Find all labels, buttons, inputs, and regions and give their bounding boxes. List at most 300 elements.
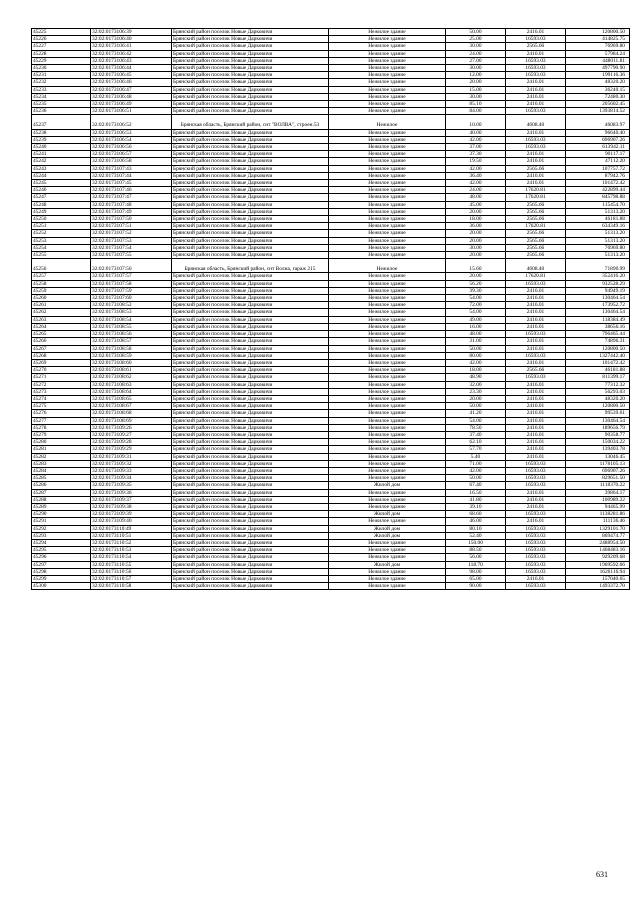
row-number-cell: 45252	[32, 230, 91, 237]
area-cell: 50.00	[446, 345, 506, 352]
table-row	[32, 29, 630, 36]
value-cell: 120800.50	[566, 345, 630, 352]
value-cell: 613942.11	[566, 144, 630, 151]
object-type-cell: Нежилое здание	[329, 287, 446, 294]
rate-cell: 2416.01	[506, 453, 566, 460]
cadastral-number-cell: 32:02:0173109:29	[91, 446, 172, 453]
cadastral-number-cell: 32:02:0173108:55	[91, 323, 172, 330]
object-type-cell: Нежилое здание	[329, 439, 446, 446]
rate-cell: 2416.01	[506, 576, 566, 583]
address-cell: Брянский район поселок Новые Дарковичи	[172, 345, 329, 352]
table-row	[32, 244, 630, 251]
object-type-cell: Жилой дом	[329, 561, 446, 568]
rate-cell: 16593.03	[506, 568, 566, 575]
cadastral-number-cell: 32:02:0173107:59	[91, 287, 172, 294]
value-cell: 1138281.86	[566, 511, 630, 518]
value-cell: 51313.20	[566, 208, 630, 215]
cadastral-number-cell: 32:02:0173106:41	[91, 43, 172, 50]
table-row	[32, 36, 630, 43]
value-cell: 72480.30	[566, 93, 630, 100]
value-cell: 2488954.50	[566, 539, 630, 546]
table-row	[32, 410, 630, 417]
value-cell: 120800.50	[566, 403, 630, 410]
cadastral-number-cell: 32:02:0173106:49	[91, 101, 172, 108]
value-cell: 77312.32	[566, 381, 630, 388]
table-row	[32, 388, 630, 395]
object-type-cell: Нежилое здание	[329, 460, 446, 467]
row-number-cell: 45287	[32, 489, 91, 496]
value-cell: 94465.99	[566, 503, 630, 510]
cadastral-number-cell: 32:02:0173109:39	[91, 511, 172, 518]
cadastral-number-cell: 32:02:0173107:58	[91, 280, 172, 287]
address-cell: Брянский район поселок Новые Дарковичи	[172, 65, 329, 72]
object-type-cell: Нежилое здание	[329, 568, 446, 575]
area-cell: 27.00	[446, 57, 506, 64]
row-number-cell: 45238	[32, 129, 91, 136]
value-cell: 1393814.52	[566, 108, 630, 115]
object-type-cell: Нежилое здание	[329, 381, 446, 388]
object-type-cell: Нежилое здание	[329, 309, 446, 316]
area-cell: 37.40	[446, 431, 506, 438]
cadastral-number-cell: 32:02:0173106:57	[91, 151, 172, 158]
object-type-cell: Нежилое здание	[329, 208, 446, 215]
object-type-cell: Нежилое здание	[329, 101, 446, 108]
rate-cell: 2416.01	[506, 338, 566, 345]
table-row	[32, 280, 630, 287]
value-cell: 157040.65	[566, 576, 630, 583]
row-number-cell: 45284	[32, 467, 91, 474]
cadastral-number-cell: 32:02:0173107:55	[91, 252, 172, 259]
row-number-cell: 45230	[32, 65, 91, 72]
rate-cell: 2565.66	[506, 165, 566, 172]
cadastral-number-cell: 32:02:0173110:52	[91, 539, 172, 546]
address-cell: Брянский район поселок Новые Дарковичи	[172, 223, 329, 230]
table-row	[32, 65, 630, 72]
cadastral-number-cell: 32:02:0173109:28	[91, 439, 172, 446]
address-cell: Брянский район поселок Новые Дарковичи	[172, 194, 329, 201]
address-cell: Брянский район поселок Новые Дарковичи	[172, 568, 329, 575]
table-row	[32, 453, 630, 460]
value-cell: 90358.77	[566, 431, 630, 438]
area-cell: 57.70	[446, 446, 506, 453]
object-type-cell: Нежилое здание	[329, 475, 446, 482]
row-number-cell: 45248	[32, 201, 91, 208]
area-cell: 68.60	[446, 511, 506, 518]
area-cell: 54.00	[446, 295, 506, 302]
row-number-cell: 45253	[32, 237, 91, 244]
row-number-cell: 45277	[32, 417, 91, 424]
area-cell: 37.00	[446, 144, 506, 151]
address-cell: Брянский район поселок Новые Дарковичи	[172, 187, 329, 194]
address-cell: Брянский район поселок Новые Дарковичи	[172, 338, 329, 345]
table-row	[32, 129, 630, 136]
object-type-cell: Нежилое здание	[329, 201, 446, 208]
object-type-cell: Нежилое здание	[329, 144, 446, 151]
rate-cell: 2416.01	[506, 403, 566, 410]
address-cell: Брянский район поселок Новые Дарковичи	[172, 511, 329, 518]
object-type-cell: Нежилое здание	[329, 395, 446, 402]
area-cell: 19.50	[446, 158, 506, 165]
rate-cell: 2416.01	[506, 129, 566, 136]
address-cell: Брянский район поселок Новые Дарковичи	[172, 439, 329, 446]
area-cell: 42.00	[446, 180, 506, 187]
address-cell: Брянский район поселок Новые Дарковичи	[172, 29, 329, 36]
value-cell: 87942.76	[566, 172, 630, 179]
value-cell: 115454.70	[566, 201, 630, 208]
object-type-cell: Нежилое здание	[329, 417, 446, 424]
cadastral-number-cell: 32:02:0173110:53	[91, 547, 172, 554]
area-cell: 42.00	[446, 359, 506, 366]
table-row	[32, 180, 630, 187]
table-row	[32, 144, 630, 151]
cadastral-number-cell: 32:02:0173107:47	[91, 194, 172, 201]
area-cell: 78.50	[446, 424, 506, 431]
area-cell: 45.00	[446, 201, 506, 208]
area-cell: 67.40	[446, 482, 506, 489]
value-cell: 811399.17	[566, 374, 630, 381]
address-cell: Брянский район поселок Новые Дарковичи	[172, 237, 329, 244]
rate-cell: 16593.03	[506, 331, 566, 338]
rate-cell: 16593.03	[506, 475, 566, 482]
address-cell: Брянский район поселок Новые Дарковичи	[172, 395, 329, 402]
value-cell: 101472.42	[566, 359, 630, 366]
cadastral-number-cell: 32:02:0173108:61	[91, 367, 172, 374]
cadastral-number-cell: 32:02:0173110:57	[91, 576, 172, 583]
area-cell: 20.00	[446, 273, 506, 280]
table-row	[32, 273, 630, 280]
table-row	[32, 345, 630, 352]
area-cell: 52.40	[446, 532, 506, 539]
value-cell: 48320.20	[566, 79, 630, 86]
value-cell: 13046.45	[566, 453, 630, 460]
rate-cell: 2416.01	[506, 518, 566, 525]
object-type-cell: Нежилое здание	[329, 345, 446, 352]
value-cell: 46181.88	[566, 216, 630, 223]
cadastral-number-cell: 32:02:0173109:26	[91, 424, 172, 431]
value-cell: 199116.36	[566, 72, 630, 79]
address-cell: Брянский район поселок Новые Дарковичи	[172, 424, 329, 431]
object-type-cell: Нежилое здание	[329, 583, 446, 590]
rate-cell: 2565.66	[506, 244, 566, 251]
rate-cell: 4608.40	[506, 259, 566, 273]
rate-cell: 2416.01	[506, 503, 566, 510]
row-number-cell: 45242	[32, 158, 91, 165]
object-type-cell: Нежилое здание	[329, 216, 446, 223]
area-cell: 50.00	[446, 475, 506, 482]
rate-cell: 2565.66	[506, 252, 566, 259]
row-number-cell: 45234	[32, 93, 91, 100]
rate-cell: 2416.01	[506, 323, 566, 330]
cadastral-number-cell: 32:02:0173108:65	[91, 395, 172, 402]
rate-cell: 16593.03	[506, 482, 566, 489]
value-cell: 130464.54	[566, 309, 630, 316]
area-cell: 150.00	[446, 539, 506, 546]
row-number-cell: 45244	[32, 172, 91, 179]
rate-cell: 2416.01	[506, 151, 566, 158]
value-cell: 57984.24	[566, 50, 630, 57]
table-row	[32, 554, 630, 561]
row-number-cell: 45260	[32, 295, 91, 302]
area-cell: 39.10	[446, 503, 506, 510]
address-cell: Брянский район поселок Новые Дарковичи	[172, 460, 329, 467]
cadastral-number-cell: 32:02:0173109:32	[91, 460, 172, 467]
area-cell: 18.00	[446, 216, 506, 223]
row-number-cell: 45235	[32, 101, 91, 108]
value-cell: 118384.49	[566, 316, 630, 323]
table-row	[32, 108, 630, 115]
object-type-cell: Нежилое здание	[329, 496, 446, 503]
address-cell: Брянский район поселок Новые Дарковичи	[172, 108, 329, 115]
area-cell: 71.00	[446, 460, 506, 467]
address-cell: Брянский район поселок Новые Дарковичи	[172, 129, 329, 136]
rate-cell: 16593.03	[506, 57, 566, 64]
rate-cell: 2416.01	[506, 446, 566, 453]
registry-table-body	[32, 29, 630, 590]
table-row	[32, 72, 630, 79]
value-cell: 51313.20	[566, 252, 630, 259]
table-row	[32, 532, 630, 539]
row-number-cell: 45297	[32, 561, 91, 568]
area-cell: 98.00	[446, 568, 506, 575]
row-number-cell: 45225	[32, 29, 91, 36]
rate-cell: 2416.01	[506, 172, 566, 179]
value-cell: 46181.88	[566, 367, 630, 374]
table-row	[32, 194, 630, 201]
object-type-cell: Нежилое здание	[329, 187, 446, 194]
cadastral-number-cell: 32:02:0173107:46	[91, 187, 172, 194]
row-number-cell: 45288	[32, 496, 91, 503]
row-number-cell: 45275	[32, 403, 91, 410]
object-type-cell: Нежилое здание	[329, 50, 446, 57]
cadastral-number-cell: 32:02:0173108:69	[91, 417, 172, 424]
object-type-cell: Нежилое здание	[329, 453, 446, 460]
address-cell: Брянский район поселок Новые Дарковичи	[172, 388, 329, 395]
address-cell: Брянский район поселок Новые Дарковичи	[172, 316, 329, 323]
row-number-cell: 45291	[32, 518, 91, 525]
table-row	[32, 518, 630, 525]
object-type-cell: Нежилое	[329, 115, 446, 129]
row-number-cell: 45268	[32, 352, 91, 359]
value-cell: 696907.26	[566, 136, 630, 143]
table-row	[32, 374, 630, 381]
rate-cell: 16593.03	[506, 539, 566, 546]
cadastral-number-cell: 32:02:0173106:42	[91, 50, 172, 57]
area-cell: 20.00	[446, 208, 506, 215]
object-type-cell: Нежилое здание	[329, 410, 446, 417]
value-cell: 71890.99	[566, 259, 630, 273]
cadastral-number-cell: 32:02:0173109:33	[91, 467, 172, 474]
table-row	[32, 57, 630, 64]
address-cell: Брянский район поселок Новые Дарковичи	[172, 302, 329, 309]
area-cell: 36.00	[446, 223, 506, 230]
value-cell: 51313.20	[566, 237, 630, 244]
object-type-cell: Нежилое здание	[329, 237, 446, 244]
address-cell: Брянский район поселок Новые Дарковичи	[172, 295, 329, 302]
address-cell: Брянский район поселок Новые Дарковичи	[172, 57, 329, 64]
area-cell: 84.00	[446, 108, 506, 115]
address-cell: Брянский район поселок Новые Дарковичи	[172, 547, 329, 554]
address-cell: Брянский район поселок Новые Дарковичи	[172, 172, 329, 179]
address-cell: Брянский район поселок Новые Дарковичи	[172, 467, 329, 474]
table-row	[32, 101, 630, 108]
rate-cell: 2416.01	[506, 439, 566, 446]
cadastral-number-cell: 32:02:0173109:36	[91, 489, 172, 496]
area-cell: 39.30	[446, 287, 506, 294]
rate-cell: 16593.03	[506, 547, 566, 554]
value-cell: 1468483.16	[566, 547, 630, 554]
row-number-cell: 45281	[32, 446, 91, 453]
area-cell: 46.00	[446, 518, 506, 525]
area-cell: 56.00	[446, 554, 506, 561]
row-number-cell: 45226	[32, 36, 91, 43]
cadastral-number-cell: 32:02:0173108:63	[91, 381, 172, 388]
row-number-cell: 45290	[32, 511, 91, 518]
address-cell: Брянский район поселок Новые Дарковичи	[172, 489, 329, 496]
object-type-cell: Нежилое здание	[329, 323, 446, 330]
table-row	[32, 525, 630, 532]
rate-cell: 16593.03	[506, 144, 566, 151]
object-type-cell: Нежилое здание	[329, 431, 446, 438]
address-cell: Брянский район поселок Новые Дарковичи	[172, 503, 329, 510]
address-cell: Брянский район поселок Новые Дарковичи	[172, 72, 329, 79]
row-number-cell: 45264	[32, 323, 91, 330]
rate-cell: 16593.03	[506, 583, 566, 590]
rate-cell: 2416.01	[506, 410, 566, 417]
rate-cell: 2416.01	[506, 381, 566, 388]
value-cell: 796465.44	[566, 331, 630, 338]
address-cell: Брянский район поселок Новые Дарковичи	[172, 475, 329, 482]
address-cell: Брянский район поселок Новые Дарковичи	[172, 79, 329, 86]
row-number-cell: 45249	[32, 208, 91, 215]
table-row	[32, 151, 630, 158]
area-cell: 5.40	[446, 453, 506, 460]
rate-cell: 16593.03	[506, 352, 566, 359]
area-cell: 24.00	[446, 187, 506, 194]
value-cell: 150034.22	[566, 439, 630, 446]
address-cell: Брянский район поселок Новые Дарковичи	[172, 101, 329, 108]
address-cell: Брянский район поселок Новые Дарковичи	[172, 86, 329, 93]
area-cell: 24.00	[446, 50, 506, 57]
area-cell: 42.00	[446, 136, 506, 143]
object-type-cell: Нежилое здание	[329, 489, 446, 496]
table-row	[32, 287, 630, 294]
table-row	[32, 223, 630, 230]
table-row	[32, 467, 630, 474]
table-row	[32, 43, 630, 50]
area-cell: 85.10	[446, 101, 506, 108]
rate-cell: 16593.03	[506, 280, 566, 287]
value-cell: 47112.20	[566, 158, 630, 165]
table-row	[32, 381, 630, 388]
object-type-cell: Нежилое	[329, 259, 446, 273]
table-row	[32, 460, 630, 467]
value-cell: 74896.31	[566, 338, 630, 345]
rate-cell: 2565.66	[506, 43, 566, 50]
rate-cell: 2416.01	[506, 180, 566, 187]
object-type-cell: Нежилое здание	[329, 576, 446, 583]
cadastral-number-cell: 32:02:0173107:56	[91, 259, 172, 273]
rate-cell: 2416.01	[506, 50, 566, 57]
table-row	[32, 583, 630, 590]
cadastral-number-cell: 32:02:0173110:54	[91, 554, 172, 561]
object-type-cell: Нежилое здание	[329, 86, 446, 93]
row-number-cell: 45265	[32, 331, 91, 338]
table-row	[32, 259, 630, 273]
rate-cell: 16593.03	[506, 561, 566, 568]
cadastral-number-cell: 32:02:0173108:52	[91, 302, 172, 309]
value-cell: 1626116.94	[566, 568, 630, 575]
area-cell: 20.00	[446, 237, 506, 244]
area-cell: 62.10	[446, 439, 506, 446]
cadastral-number-cell: 32:02:0173107:45	[91, 180, 172, 187]
address-cell: Брянский район поселок Новые Дарковичи	[172, 496, 329, 503]
row-number-cell: 45227	[32, 43, 91, 50]
rate-cell: 16593.03	[506, 136, 566, 143]
value-cell: 189656.79	[566, 424, 630, 431]
address-cell: Брянский район поселок Новые Дарковичи	[172, 230, 329, 237]
address-cell: Брянский район поселок Новые Дарковичи	[172, 144, 329, 151]
cadastral-number-cell: 32:02:0173106:52	[91, 115, 172, 129]
row-number-cell: 45237	[32, 115, 91, 129]
area-cell: 12.00	[446, 72, 506, 79]
row-number-cell: 45282	[32, 453, 91, 460]
row-number-cell: 45273	[32, 388, 91, 395]
area-cell: 20.00	[446, 252, 506, 259]
rate-cell: 2416.01	[506, 359, 566, 366]
cadastral-number-cell: 32:02:0173108:53	[91, 309, 172, 316]
area-cell: 50.00	[446, 29, 506, 36]
value-cell: 929209.68	[566, 554, 630, 561]
row-number-cell: 45289	[32, 503, 91, 510]
address-cell: Брянский район поселок Новые Дарковичи	[172, 158, 329, 165]
object-type-cell: Нежилое здание	[329, 108, 446, 115]
object-type-cell: Жилой дом	[329, 525, 446, 532]
cadastral-number-cell: 32:02:0173109:27	[91, 431, 172, 438]
row-number-cell: 45257	[32, 273, 91, 280]
area-cell: 37.30	[446, 151, 506, 158]
row-number-cell: 45233	[32, 86, 91, 93]
object-type-cell: Нежилое здание	[329, 388, 446, 395]
row-number-cell: 45274	[32, 395, 91, 402]
table-row	[32, 323, 630, 330]
area-cell: 30.00	[446, 244, 506, 251]
cadastral-number-cell: 32:02:0173107:50	[91, 216, 172, 223]
address-cell: Брянский район поселок Новые Дарковичи	[172, 273, 329, 280]
table-row	[32, 230, 630, 237]
table-row	[32, 165, 630, 172]
cadastral-number-cell: 32:02:0173107:54	[91, 244, 172, 251]
row-number-cell: 45241	[32, 151, 91, 158]
object-type-cell: Нежилое здание	[329, 36, 446, 43]
address-cell: Брянский район поселок Новые Дарковичи	[172, 280, 329, 287]
value-cell: 414825.75	[566, 36, 630, 43]
address-cell: Брянский район поселок Новые Дарковичи	[172, 359, 329, 366]
rate-cell: 2416.01	[506, 93, 566, 100]
row-number-cell: 45300	[32, 583, 91, 590]
value-cell: 634349.16	[566, 223, 630, 230]
address-cell: Брянский район поселок Новые Дарковичи	[172, 216, 329, 223]
area-cell: 42.00	[446, 467, 506, 474]
cadastral-number-cell: 32:02:0173110:55	[91, 561, 172, 568]
row-number-cell: 45276	[32, 410, 91, 417]
row-number-cell: 45243	[32, 165, 91, 172]
area-cell: 65.00	[446, 576, 506, 583]
address-cell: Брянский район поселок Новые Дарковичи	[172, 208, 329, 215]
address-cell: Брянская область, Брянский район, снт Волна, гараж 215	[172, 259, 329, 273]
object-type-cell: Жилой дом	[329, 511, 446, 518]
value-cell: 422899.44	[566, 187, 630, 194]
rate-cell: 16593.03	[506, 65, 566, 72]
